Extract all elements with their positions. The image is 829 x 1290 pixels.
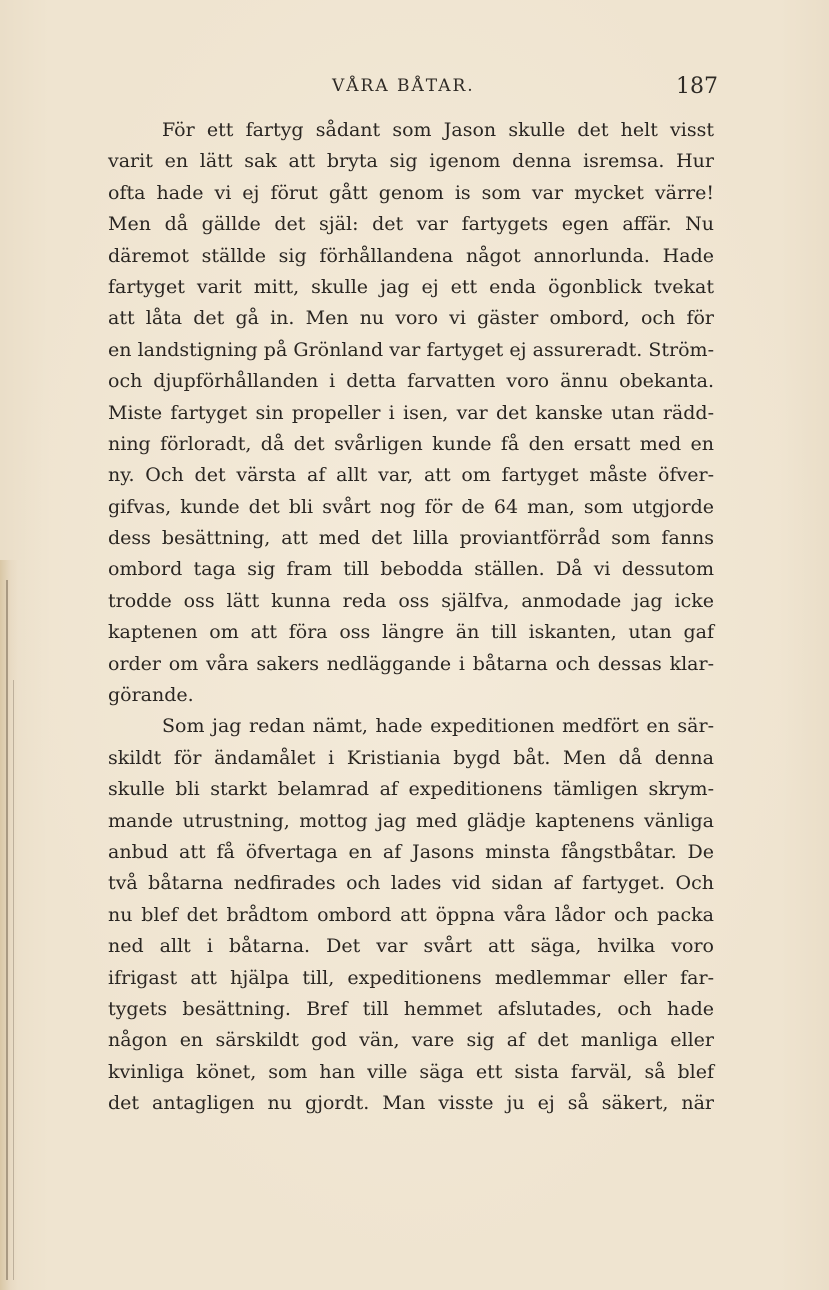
text-line: fartyget varit mitt, skulle jag ej ett enda ögonblick tvekat [108, 275, 714, 298]
text-line: kaptenen om att föra oss längre än till iskanten, utan gaf [108, 621, 714, 644]
text-line: gifvas, kunde det bli svårt nog för de 64 man, som utgjorde [108, 495, 714, 518]
text-line: det antagligen nu gjordt. Man visste ju ej så säkert, när [108, 1092, 714, 1115]
text-line: Men då gällde det själ: det var fartygets egen affär. Nu [108, 213, 714, 236]
text-line: ned allt i båtarna. Det var svårt att säga, hvilka voro [108, 935, 714, 958]
text-line: skildt för ändamålet i Kristiania bygd båt. Men då denna [108, 746, 714, 769]
text-line: ombord taga sig fram till bebodda ställen. Då vi dessutom [108, 558, 714, 581]
text-line: Som jag redan nämt, hade expeditionen medfört en sär- [162, 715, 714, 738]
text-line: mande utrustning, mottog jag med glädje kaptenens vänliga [108, 809, 714, 832]
body-text [108, 115, 714, 1120]
text-line: görande. [108, 684, 194, 707]
text-line: trodde oss lätt kunna reda oss själfva, anmodade jag icke [108, 589, 714, 612]
text-line: tygets besättning. Bref till hemmet afslutades, och hade [108, 997, 714, 1020]
text-line: ning förloradt, då det svårligen kunde få den ersatt med en [108, 432, 714, 455]
text-line: ofta hade vi ej förut gått genom is som var mycket värre! [108, 181, 714, 204]
text-line: varit en lätt sak att bryta sig igenom denna isremsa. Hur [108, 150, 714, 173]
text-line: någon en särskildt god vän, vare sig af det manliga eller [108, 1029, 714, 1052]
book-spine-edge [0, 560, 18, 1290]
text-line: anbud att få öfvertaga en af Jasons minsta fångstbåtar. De [108, 840, 714, 863]
text-line: nu blef det brådtom ombord att öppna våra lådor och packa [108, 903, 714, 926]
text-line: order om våra sakers nedläggande i båtarna och dessas klar- [108, 652, 714, 675]
page-number: 187 [676, 74, 718, 99]
running-title: VÅRA BÅTAR. [332, 76, 475, 96]
text-line: Miste fartyget sin propeller i isen, var det kanske utan rädd- [108, 401, 714, 424]
text-line: en landstigning på Grönland var fartyget ej assureradt. Ström- [108, 338, 714, 361]
text-line: dess besättning, att med det lilla proviantförråd som fanns [108, 527, 714, 550]
text-line: ifrigast att hjälpa till, expeditionens medlemmar eller far- [108, 966, 714, 989]
text-line: För ett fartyg sådant som Jason skulle det helt visst [162, 119, 714, 141]
running-header [0, 74, 829, 104]
text-line: kvinliga könet, som han ville säga ett sista farväl, så blef [108, 1060, 714, 1083]
text-line: och djupförhållanden i detta farvatten voro ännu obekanta. [108, 370, 714, 393]
text-line: däremot ställde sig förhållandena något annorlunda. Hade [108, 244, 714, 267]
text-line: att låta det gå in. Men nu voro vi gäster ombord, och för [108, 307, 714, 330]
text-line: ny. Och det värsta af allt var, att om fartyget måste öfver- [108, 464, 714, 487]
text-line: skulle bli starkt belamrad af expeditionens tämligen skrym- [108, 778, 714, 801]
text-line: två båtarna nedfirades och lades vid sidan af fartyget. Och [108, 872, 714, 895]
